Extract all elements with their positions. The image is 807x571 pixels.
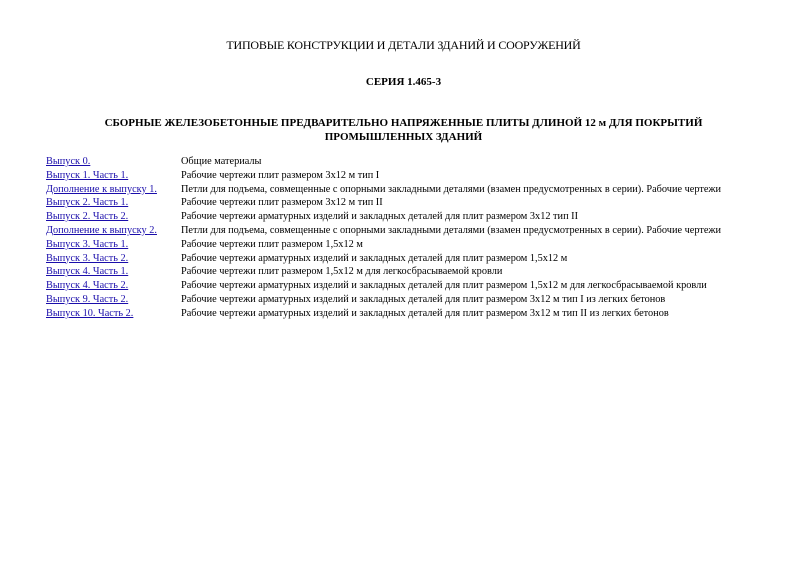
collection-title: ТИПОВЫЕ КОНСТРУКЦИИ И ДЕТАЛИ ЗДАНИЙ И СООРУЖЕНИЙ <box>226 38 581 52</box>
issue-link[interactable]: Выпуск 0. <box>46 156 91 167</box>
issue-description: Рабочие чертежи арматурных изделий и закладных деталей для плит размером 1,5х12 м для легкосбрасываемой кровли <box>181 280 707 292</box>
issue-description: Петли для подъема, совмещенные с опорными закладными деталями (взамен предусмотренных в серии). Рабочие чертежи <box>181 183 722 195</box>
list-item <box>46 169 786 183</box>
list-item <box>46 183 786 197</box>
issue-description: Рабочие чертежи плит размером 3х12 м тип II <box>181 197 383 209</box>
issue-link[interactable]: Выпуск 3. Часть 2. <box>46 252 129 264</box>
issue-link[interactable]: Выпуск 1. Часть 1. <box>46 169 129 181</box>
list-item <box>46 252 786 266</box>
list-item <box>46 224 786 238</box>
list-item <box>46 265 786 279</box>
document-list <box>46 155 786 321</box>
list-item <box>46 279 786 293</box>
issue-link[interactable]: Выпуск 10. Часть 2. <box>46 307 134 319</box>
issue-link[interactable]: Выпуск 3. Часть 1. <box>46 238 129 250</box>
list-item <box>46 196 786 210</box>
issue-description: Рабочие чертежи арматурных изделий и закладных деталей для плит размером 3х12 м тип II из легких бетонов <box>181 307 669 319</box>
issue-link[interactable]: Выпуск 2. Часть 1. <box>46 197 129 209</box>
issue-description: Рабочие чертежи арматурных изделий и закладных деталей для плит размером 3х12 тип II <box>181 211 579 223</box>
issue-link[interactable]: Выпуск 4. Часть 2. <box>46 280 129 292</box>
issue-link[interactable]: Выпуск 9. Часть 2. <box>46 293 129 305</box>
list-item <box>46 293 786 307</box>
issue-description: Рабочие чертежи плит размером 1,5х12 м для легкосбрасываемой кровли <box>181 266 503 278</box>
series-number: СЕРИЯ 1.465-3 <box>365 76 442 88</box>
issue-link[interactable]: Выпуск 4. Часть 1. <box>46 266 129 278</box>
issue-description: Рабочие чертежи арматурных изделий и закладных деталей для плит размером 1,5х12 м <box>181 252 568 264</box>
issue-description: Рабочие чертежи плит размером 1,5х12 м <box>181 238 363 250</box>
list-item <box>46 155 786 169</box>
list-item <box>46 238 786 252</box>
issue-link[interactable]: Выпуск 2. Часть 2. <box>46 211 129 223</box>
series-title: СБОРНЫЕ ЖЕЛЕЗОБЕТОННЫЕ ПРЕДВАРИТЕЛЬНО НАПРЯЖЕННЫЕ ПЛИТЫ ДЛИНОЙ 12 м ДЛЯ ПОКРЫТИЙ ПРОМЫШЛЕННЫХ ЗДАНИЙ <box>104 117 703 143</box>
list-item <box>46 307 786 321</box>
list-item <box>46 210 786 224</box>
issue-description: Рабочие чертежи арматурных изделий и закладных деталей для плит размером 3х12 м тип I из легких бетонов <box>181 293 666 305</box>
issue-link[interactable]: Дополнение к выпуску 2. <box>46 224 157 236</box>
issue-description: Петли для подъема, совмещенные с опорными закладными деталями (взамен предусмотренных в серии). Рабочие чертежи <box>181 224 722 236</box>
issue-description: Рабочие чертежи плит размером 3х12 м тип I <box>181 169 380 181</box>
issue-description: Общие материалы <box>181 156 262 167</box>
issue-link[interactable]: Дополнение к выпуску 1. <box>46 183 157 195</box>
